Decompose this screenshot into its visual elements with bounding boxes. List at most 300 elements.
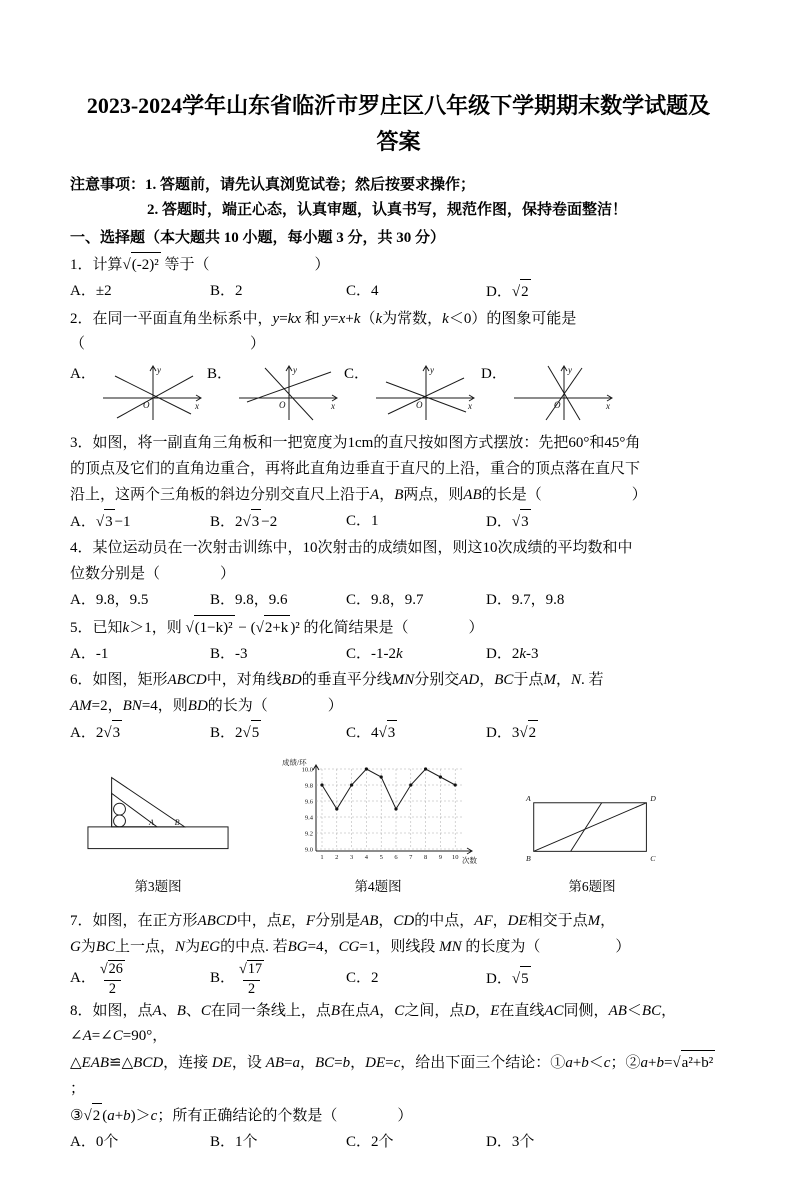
text-run: 相交于点 <box>527 912 588 929</box>
text-run: ，给出下面三个结论：① <box>400 1055 566 1072</box>
text-run: 中，对角线 <box>206 672 282 689</box>
text-run: =2， <box>91 698 123 715</box>
question-7-options <box>70 960 727 997</box>
math-var: ABCD <box>167 672 207 689</box>
text-run: 在同一条线上，点 <box>210 1002 331 1019</box>
math-var: M <box>543 672 556 689</box>
score-point <box>365 767 368 770</box>
question-5-lines <box>70 615 727 642</box>
text-run: C．9.8，9.7 <box>346 592 424 609</box>
text-run: 5．已知 <box>70 619 123 636</box>
notice-line-1 <box>70 173 727 199</box>
question-text-line <box>70 483 727 509</box>
question-text-line <box>70 694 727 720</box>
answer-option <box>210 960 346 997</box>
text-run: C．2 <box>346 970 379 987</box>
text-run: B．1个 <box>210 1133 258 1150</box>
question-text-line <box>70 668 727 694</box>
text-run: B．-3 <box>210 645 248 662</box>
graph-option-label: A． <box>70 366 96 383</box>
math-var: A <box>370 1002 380 1019</box>
q2-graph-a-plot <box>97 362 209 424</box>
text-run: ＜ <box>626 1002 642 1019</box>
math-var: AD <box>459 672 480 689</box>
text-run: A．±2 <box>70 283 112 300</box>
fig4-yticks <box>302 766 314 853</box>
question-8 <box>70 999 727 1156</box>
math-var: B <box>330 1002 341 1019</box>
answer-option <box>346 279 486 305</box>
text-run: A． <box>70 970 96 987</box>
text-run: . 若 <box>580 672 604 689</box>
text-run: 的中点， <box>414 912 475 929</box>
q2-graph-a <box>70 362 207 424</box>
text-run: 为 <box>80 938 96 955</box>
text-run: A．9.8，9.5 <box>70 592 149 609</box>
math-var: AM <box>70 698 92 715</box>
x-axis-title: 次数 <box>462 855 477 865</box>
math-var: A <box>152 1002 162 1019</box>
q2-graph-b <box>207 362 344 424</box>
question-8-lines <box>70 999 727 1130</box>
text-run: 和 <box>300 310 324 327</box>
q2-graph-c <box>344 362 481 424</box>
text-run: + <box>345 310 354 327</box>
question-1-lines <box>70 252 727 279</box>
answer-option <box>210 1130 346 1156</box>
figure-q6 <box>524 789 660 895</box>
axis-x-label: x <box>331 401 336 412</box>
y-tick-label: 9.4 <box>304 814 313 822</box>
math-var: c <box>393 1055 401 1072</box>
text-run: D．3 <box>486 725 520 742</box>
answer-option <box>70 720 210 747</box>
answer-option <box>486 720 727 747</box>
math-var: EG <box>200 938 221 955</box>
text-run: 、 <box>161 1002 177 1019</box>
text-run: 的长为（ ） <box>207 698 343 715</box>
text-run: ， <box>379 1002 395 1019</box>
point-b-label: B <box>174 817 180 827</box>
text-run: 于点 <box>513 672 544 689</box>
math-var: c <box>150 1107 158 1124</box>
question-3-lines <box>70 431 727 508</box>
math-var: AB <box>608 1002 627 1019</box>
math-var: MN <box>391 672 415 689</box>
math-var: b <box>581 1055 589 1072</box>
text-run: ， <box>555 672 571 689</box>
sqrt-expression: √(1−k)² <box>185 620 234 636</box>
x-tick-label: 8 <box>423 853 428 861</box>
math-var: C <box>394 1002 405 1019</box>
question-text-line <box>70 431 727 457</box>
answer-option <box>486 1130 727 1156</box>
text-run: （ <box>360 310 376 327</box>
math-var: BC <box>494 672 514 689</box>
text-run: 的长度为（ ） <box>461 938 631 955</box>
text-run: )² 的化简结果是（ ） <box>290 619 484 636</box>
math-var: D <box>464 1002 476 1019</box>
text-run: = <box>284 1055 293 1072</box>
text-run: A．0个 <box>70 1133 119 1150</box>
text-run: ， <box>475 1002 491 1019</box>
text-run: 、 <box>185 1002 201 1019</box>
figures-row <box>70 757 727 895</box>
text-run: B．9.8，9.6 <box>210 592 288 609</box>
text-run: ，连接 <box>163 1055 212 1072</box>
question-text-line <box>70 562 727 588</box>
text-run: B． <box>210 970 236 987</box>
math-var: y <box>272 310 280 327</box>
y-tick-label: 9.0 <box>304 846 313 854</box>
math-var: BG <box>287 938 308 955</box>
text-run: ； <box>70 1081 86 1098</box>
text-run: ， <box>350 1055 366 1072</box>
question-2 <box>70 307 727 425</box>
text-run: ；② <box>610 1055 641 1072</box>
answer-option <box>346 588 486 614</box>
question-4-lines <box>70 536 727 588</box>
graph-option-label: C． <box>344 366 370 383</box>
text-run: C．2个 <box>346 1133 394 1150</box>
text-run: −2 <box>261 513 278 530</box>
math-var: a <box>292 1055 300 1072</box>
text-run: 位数分别是（ ） <box>70 566 236 583</box>
question-text-line <box>70 615 727 642</box>
math-var: N <box>175 938 186 955</box>
text-run: A．2 <box>70 725 104 742</box>
sqrt-expression: √2 <box>83 1108 102 1124</box>
question-6 <box>70 668 727 746</box>
text-run: 的垂直平分线 <box>301 672 392 689</box>
answer-option <box>70 642 210 668</box>
text-run: ， <box>379 486 395 503</box>
math-var: k <box>375 310 383 327</box>
text-run: △ <box>70 1055 82 1072</box>
text-run: 7．如图，在正方形 <box>70 912 198 929</box>
notice-text-1: 1. 答题前，请先认真浏览试卷；然后按要求操作； <box>145 176 476 193</box>
notice-line-2: 2. 答题时，端正心态，认真审题，认真书写，规范作图，保持卷面整洁！ <box>147 202 628 219</box>
text-run: 两点，则 <box>403 486 464 503</box>
sqrt-expression: √3 <box>96 514 115 530</box>
y-axis-title: 成绩/环 <box>282 757 307 767</box>
text-run: 2 <box>247 980 256 997</box>
score-point <box>394 807 397 810</box>
math-var: BCD <box>133 1055 164 1072</box>
text-run: C．4 <box>346 283 379 300</box>
x-tick-label: 10 <box>451 853 459 861</box>
text-run: = <box>663 1055 673 1072</box>
x-tick-label: 5 <box>379 853 383 861</box>
text-run: = <box>385 1055 394 1072</box>
x-tick-label: 7 <box>409 853 413 861</box>
text-run: + <box>572 1055 582 1072</box>
vertex-d-label: D <box>650 793 656 803</box>
text-run: ( <box>102 1107 108 1124</box>
math-var: DE <box>507 912 528 929</box>
text-run: 分别是 <box>315 912 361 929</box>
math-var: M <box>587 912 601 929</box>
graph-option-label: D． <box>481 366 507 383</box>
math-var: k <box>519 645 527 662</box>
text-run: 之间，点 <box>404 1002 465 1019</box>
answer-option <box>210 279 346 305</box>
x-tick-label: 9 <box>438 853 443 861</box>
text-run: D． <box>486 283 512 300</box>
answer-option <box>486 588 727 614</box>
answer-option <box>346 642 486 668</box>
question-4-options <box>70 588 727 614</box>
math-var: y <box>323 310 331 327</box>
text-run: =4， <box>307 938 339 955</box>
math-var: A <box>82 1028 92 1045</box>
text-run: = <box>330 310 339 327</box>
sqrt-expression: √5 <box>243 725 262 741</box>
text-run: + <box>114 1107 124 1124</box>
text-run: 2 <box>108 980 116 997</box>
text-run: =90°， <box>122 1028 168 1045</box>
math-var: b <box>123 1107 131 1124</box>
x-tick-label: 6 <box>394 853 398 861</box>
math-var: BC <box>315 1055 335 1072</box>
answer-option <box>210 642 346 668</box>
answer-option <box>210 720 346 747</box>
score-point <box>380 775 383 778</box>
text-run: 4．某位运动员在一次射击训练中，10次射击的成绩如图，则这10次成绩的平均数和中 <box>70 540 633 557</box>
question-6-options <box>70 720 727 747</box>
text-run: =4，则 <box>141 698 188 715</box>
notice-label: 注意事项： <box>70 176 146 193</box>
math-var: CD <box>393 912 415 929</box>
y-tick-label: 9.2 <box>304 830 313 838</box>
document-title <box>70 88 727 161</box>
text-run: 等于（ ） <box>160 257 330 274</box>
axis-y-label: y <box>156 365 161 376</box>
answer-option <box>70 960 210 997</box>
math-var: B <box>176 1002 186 1019</box>
question-3 <box>70 431 727 535</box>
text-run: ③ <box>70 1107 84 1124</box>
sqrt-expression: √5 <box>512 971 531 987</box>
question-text-line <box>70 909 727 935</box>
graph-option-label: B． <box>207 366 233 383</box>
question-5-options <box>70 642 727 668</box>
sqrt-expression: √2 <box>519 725 538 741</box>
axis-x-label: x <box>605 401 610 412</box>
sqrt-expression: √2 <box>512 284 531 300</box>
text-run: 在点 <box>340 1002 371 1019</box>
title-line-1: 2023-2024学年山东省临沂市罗庄区八年级下学期期末数学试题及 <box>86 93 711 118</box>
vertex-a-label: A <box>525 793 531 803</box>
x-tick-label: 3 <box>349 853 354 861</box>
sqrt-expression: √3 <box>512 514 531 530</box>
score-polyline <box>322 769 455 809</box>
math-var: b <box>342 1055 351 1072</box>
x-tick-label: 2 <box>335 853 339 861</box>
math-var: C <box>112 1028 123 1045</box>
text-run: 3．如图，将一副直角三角板和一把宽度为1cm的直尺按如图方式摆放：先把60°和45°角 <box>70 435 641 452</box>
q2-graph-c-plot <box>370 362 482 424</box>
text-run: ＜ <box>588 1055 604 1072</box>
answer-option <box>70 1130 210 1156</box>
answer-option <box>486 966 727 993</box>
x-tick-label: 1 <box>320 853 324 861</box>
question-text-line <box>70 307 727 359</box>
sqrt-expression: √3 <box>103 725 122 741</box>
math-var: a <box>107 1107 115 1124</box>
figure-q6-caption: 第6题图 <box>568 878 616 894</box>
math-var: BD <box>187 698 208 715</box>
answer-option <box>486 509 727 536</box>
text-run: 8．如图，点 <box>70 1002 153 1019</box>
figure-q6-drawing <box>524 789 660 869</box>
answer-option <box>486 279 727 306</box>
text-run: ， <box>299 1055 315 1072</box>
math-var: C <box>200 1002 211 1019</box>
text-run: A．-1 <box>70 645 109 662</box>
math-var: A <box>370 486 380 503</box>
question-6-lines <box>70 668 727 720</box>
text-run: ， <box>492 912 508 929</box>
question-3-options <box>70 509 727 536</box>
text-run: D． <box>486 970 512 987</box>
answer-option <box>346 966 486 992</box>
math-var: k <box>396 645 403 662</box>
math-var: EAB <box>81 1055 110 1072</box>
section-heading: 一、选择题（本大题共 10 小题，每小题 3 分，共 30 分） <box>70 229 446 246</box>
sqrt-expression: √3 <box>379 725 398 741</box>
score-point <box>320 783 323 786</box>
question-text-line <box>70 1050 727 1103</box>
sqrt-expression: √17 <box>239 961 263 978</box>
text-run: ， <box>479 672 495 689</box>
sqrt-expression: √26 <box>99 961 123 978</box>
text-run: D．3个 <box>486 1133 535 1150</box>
axis-origin-label: O <box>553 400 561 411</box>
answer-option <box>210 588 346 614</box>
text-run: 的顶点及它们的直角边重合，再将此直角边垂直于直尺的上沿，重合的顶点落在直尺下 <box>70 461 641 478</box>
math-var: AB <box>265 1055 285 1072</box>
text-run: 的长是（ ） <box>481 486 647 503</box>
question-1 <box>70 252 727 306</box>
text-run: A． <box>70 513 96 530</box>
text-run: = <box>279 310 288 327</box>
axis-origin-label: O <box>416 400 423 411</box>
score-point <box>335 807 338 810</box>
math-var: b <box>656 1055 664 1072</box>
text-run: C．-1-2 <box>346 645 396 662</box>
sqrt-expression: √2+k <box>256 620 291 636</box>
math-var: ABCD <box>197 912 237 929</box>
math-var: BN <box>122 698 142 715</box>
text-run: 1．计算 <box>70 257 123 274</box>
axis-x-label: x <box>194 401 199 412</box>
math-var: k <box>122 619 130 636</box>
axis-y-label: y <box>430 365 435 376</box>
question-2-lines <box>70 307 727 359</box>
question-text-line <box>70 457 727 483</box>
math-var: AF <box>474 912 493 929</box>
fraction <box>98 960 127 997</box>
math-var: BC <box>95 938 116 955</box>
text-run: D．2 <box>486 645 520 662</box>
axis-y-label: y <box>567 365 572 376</box>
text-run: 在直线 <box>499 1002 545 1019</box>
score-point <box>454 783 457 786</box>
math-var: BD <box>281 672 302 689</box>
score-point <box>350 783 353 786</box>
math-var: k <box>442 310 449 327</box>
math-var: F <box>305 912 316 929</box>
answer-option <box>70 588 210 614</box>
math-var: x <box>338 310 346 327</box>
figure-q4 <box>278 757 478 895</box>
math-var: a <box>565 1055 573 1072</box>
answer-option <box>346 509 486 535</box>
figure-q3-caption: 第3题图 <box>134 878 182 894</box>
math-var: B <box>394 486 404 503</box>
sqrt-expression: √3 <box>243 514 262 530</box>
point-a-label: A <box>149 817 154 827</box>
math-var: kx <box>287 310 301 327</box>
text-run: 沿上，这两个三角板的斜边分别交直尺上沿于 <box>70 486 371 503</box>
text-run: = <box>334 1055 343 1072</box>
text-run: ，设 <box>231 1055 266 1072</box>
score-point <box>409 783 412 786</box>
question-7-lines <box>70 909 727 961</box>
text-run: ＞1，则 <box>129 619 186 636</box>
figure-q3-drawing <box>84 769 232 869</box>
math-var: DE <box>365 1055 386 1072</box>
text-run: 上一点， <box>115 938 176 955</box>
q2-graph-d <box>481 362 618 424</box>
text-run: B．2 <box>210 725 243 742</box>
math-var: E <box>490 1002 500 1019</box>
math-var: c <box>603 1055 611 1072</box>
question-5 <box>70 615 727 668</box>
math-var: AC <box>544 1002 564 1019</box>
math-var: E <box>281 912 291 929</box>
question-text-line <box>70 252 727 279</box>
text-run: 分别交 <box>414 672 460 689</box>
text-run: D． <box>486 513 512 530</box>
math-var: G <box>70 938 81 955</box>
answer-option <box>346 720 486 747</box>
question-text-line <box>70 1103 727 1130</box>
question-8-options <box>70 1130 727 1156</box>
text-run: ， <box>290 912 306 929</box>
axis-x-label: x <box>468 401 473 412</box>
math-var: BC <box>641 1002 662 1019</box>
text-run: 的中点. 若 <box>220 938 288 955</box>
text-run: =1，则线段 <box>359 938 440 955</box>
axis-origin-label: O <box>142 400 150 411</box>
x-tick-label: 4 <box>364 853 369 861</box>
text-run: 2．在同一平面直角坐标系中， <box>70 310 273 327</box>
text-run: )＞ <box>130 1107 151 1124</box>
y-tick-label: 9.8 <box>304 782 313 790</box>
text-run: B．2 <box>210 283 243 300</box>
fig4-points <box>320 767 456 810</box>
text-run: 6．如图，矩形 <box>70 672 168 689</box>
question-text-line <box>70 536 727 562</box>
math-var: CG <box>338 938 360 955</box>
q2-graph-b-plot <box>233 362 345 424</box>
answer-option <box>70 509 210 536</box>
sqrt-expression: √a²+b² <box>672 1055 715 1071</box>
answer-option <box>346 1130 486 1156</box>
text-run: ；所有正确结论的个数是（ ） <box>157 1107 413 1124</box>
